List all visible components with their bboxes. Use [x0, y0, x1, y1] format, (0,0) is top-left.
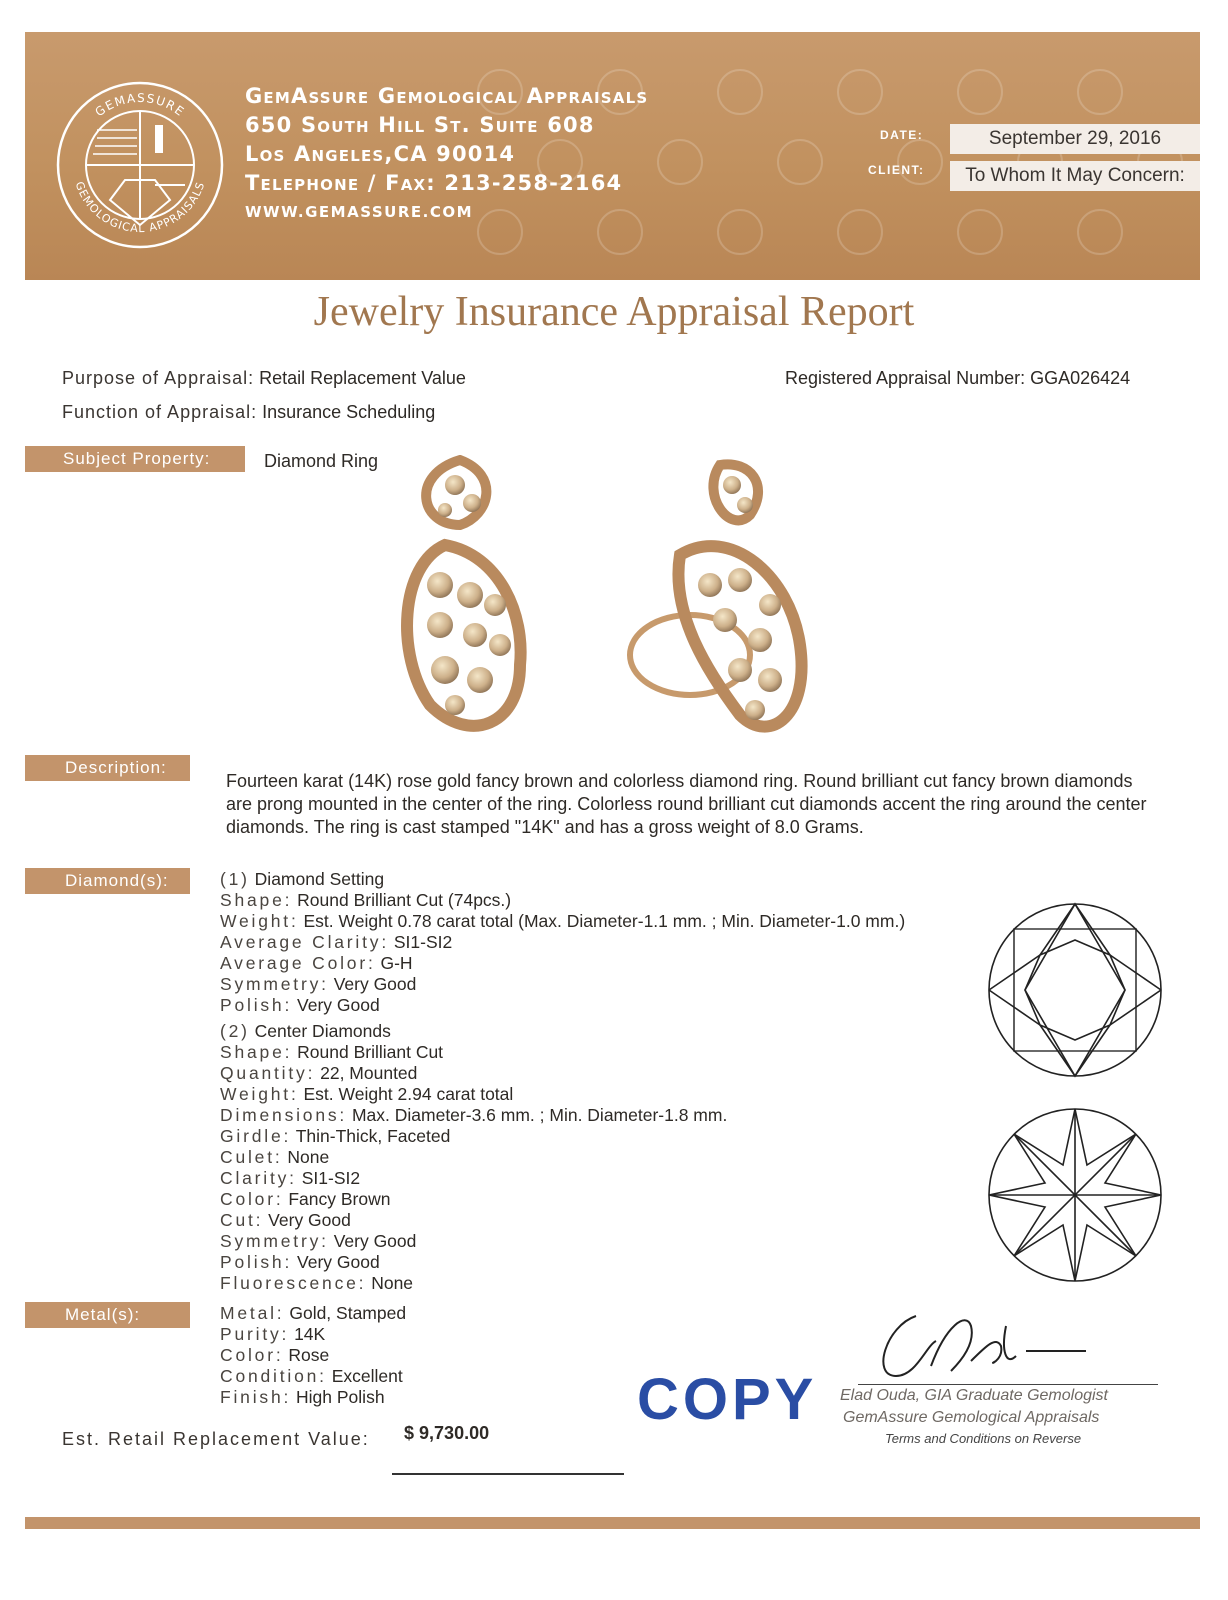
ring-right: [630, 464, 802, 726]
setting-shape-value: Round Brilliant Cut (74pcs.): [297, 890, 512, 910]
setting-clarity-value: SI1-SI2: [393, 932, 453, 952]
metal-type-value: Gold, Stamped: [289, 1303, 407, 1323]
metal-color-value: Rose: [288, 1345, 330, 1365]
date-value: September 29, 2016: [950, 124, 1200, 154]
center-symmetry-key: Symmetry:: [220, 1231, 329, 1251]
function-value: Insurance Scheduling: [262, 402, 436, 422]
function-label: Function of Appraisal:: [62, 402, 258, 422]
setting-color: [220, 953, 413, 974]
report-title: Jewelry Insurance Appraisal Report: [313, 289, 915, 335]
copy-stamp: COPY: [637, 1367, 818, 1432]
metal-purity-key: Purity:: [220, 1324, 290, 1344]
setting-clarity: [220, 932, 452, 953]
center-quantity: [220, 1063, 417, 1084]
metal-finish: [220, 1387, 385, 1408]
company-website: WWW.GEMASSURE.COM: [245, 203, 473, 221]
metal-type: [220, 1303, 406, 1324]
setting-polish-key: Polish:: [220, 995, 293, 1015]
setting-polish-value: Very Good: [297, 995, 380, 1015]
center-culet: [220, 1147, 329, 1168]
signer-company: GemAssure Gemological Appraisals: [843, 1409, 1100, 1426]
setting-heading-num: (1): [220, 869, 250, 889]
center-culet-key: Culet:: [220, 1147, 283, 1167]
setting-color-value: G-H: [380, 953, 413, 973]
setting-clarity-key: Average Clarity:: [220, 932, 389, 952]
center-clarity-value: SI1-SI2: [301, 1168, 361, 1188]
center-cut-key: Cut:: [220, 1210, 264, 1230]
metal-condition-key: Condition:: [220, 1366, 327, 1386]
center-weight: [220, 1084, 513, 1105]
gemassure-logo-seal: [55, 80, 225, 250]
setting-weight: [220, 911, 905, 932]
metal-purity: [220, 1324, 325, 1345]
value-amount: [404, 1423, 489, 1444]
company-name: GemAssure Gemological Appraisals: [245, 84, 649, 108]
description-tag: Description:: [25, 755, 190, 781]
setting-heading-text: Diamond Setting: [254, 869, 385, 889]
diamond-crown-diagram: [985, 900, 1165, 1080]
metals-tag: Metal(s):: [25, 1302, 190, 1328]
center-shape: [220, 1042, 443, 1063]
metal-color-key: Color:: [220, 1345, 284, 1365]
center-fluorescence: [220, 1273, 413, 1294]
footer-bar: [25, 1517, 1200, 1529]
value-amount-number: 9,730.00: [419, 1423, 490, 1443]
company-address-line1: 650 South Hill St. Suite 608: [245, 113, 595, 137]
setting-symmetry-value: Very Good: [333, 974, 417, 994]
center-dimensions-value: Max. Diameter-3.6 mm. ; Min. Diameter-1.8 mm.: [351, 1105, 728, 1125]
date-label: DATE:: [880, 128, 924, 142]
center-heading-text: Center Diamonds: [254, 1021, 391, 1041]
setting-shape: [220, 890, 511, 911]
center-clarity-key: Clarity:: [220, 1168, 297, 1188]
metal-condition: [220, 1366, 403, 1387]
center-shape-value: Round Brilliant Cut: [297, 1042, 444, 1062]
terms-note: Terms and Conditions on Reverse: [885, 1431, 1082, 1446]
center-heading: [220, 1021, 391, 1042]
center-cut: [220, 1210, 351, 1231]
center-girdle: [220, 1126, 450, 1147]
description-text: Fourteen karat (14K) rose gold fancy brown and colorless diamond ring. Round brilliant cut fancy brown diamonds are prong mounted in the center of the ring. Colorless round brilliant cut diamonds accent the ring around the center diamonds. The ring is cast stamped "14K" and has a gross weight of 8.0 Grams.: [226, 771, 1147, 837]
company-block: [245, 82, 648, 227]
setting-color-key: Average Color:: [220, 953, 376, 973]
center-clarity: [220, 1168, 360, 1189]
center-weight-value: Est. Weight 2.94 carat total: [303, 1084, 514, 1104]
company-phone: Telephone / Fax: 213-258-2164: [245, 171, 623, 195]
value-label-text: Est. Retail Replacement Value:: [62, 1429, 370, 1449]
setting-weight-key: Weight:: [220, 911, 299, 931]
signer-name: Elad Ouda, GIA Graduate Gemologist: [840, 1387, 1108, 1404]
center-color: [220, 1189, 390, 1210]
setting-symmetry: [220, 974, 416, 995]
center-culet-value: None: [287, 1147, 330, 1167]
center-symmetry: [220, 1231, 416, 1252]
metal-condition-value: Excellent: [331, 1366, 403, 1386]
svg-text:GEMASSURE: GEMASSURE: [92, 90, 188, 120]
setting-heading: [220, 869, 384, 890]
center-polish-key: Polish:: [220, 1252, 293, 1272]
signature-line: [858, 1384, 1158, 1385]
subject-property-tag: Subject Property:: [25, 446, 245, 472]
purpose-label: Purpose of Appraisal:: [62, 368, 255, 388]
metal-type-key: Metal:: [220, 1303, 285, 1323]
center-fluorescence-key: Fluorescence:: [220, 1273, 367, 1293]
company-address-line2: Los Angeles,CA 90014: [245, 142, 516, 166]
center-fluorescence-value: None: [371, 1273, 414, 1293]
metal-finish-value: High Polish: [296, 1387, 385, 1407]
subject-property-value: Diamond Ring: [264, 451, 379, 471]
ring-left: [407, 460, 521, 726]
center-quantity-value: 22, Mounted: [320, 1063, 418, 1083]
setting-symmetry-key: Symmetry:: [220, 974, 329, 994]
center-girdle-value: Thin-Thick, Faceted: [295, 1126, 451, 1146]
center-polish: [220, 1252, 380, 1273]
metal-finish-key: Finish:: [220, 1387, 292, 1407]
setting-weight-value: Est. Weight 0.78 carat total (Max. Diameter-1.1 mm. ; Min. Diameter-1.0 mm.): [303, 911, 906, 931]
diamonds-tag: Diamond(s):: [25, 868, 190, 894]
value-currency: $: [404, 1423, 415, 1443]
diamond-pavilion-diagram: [985, 1105, 1165, 1285]
metal-color: [220, 1345, 329, 1366]
registration-number: Registered Appraisal Number: GGA026424: [785, 368, 1131, 388]
center-color-value: Fancy Brown: [288, 1189, 391, 1209]
center-polish-value: Very Good: [297, 1252, 380, 1272]
center-dimensions: [220, 1105, 727, 1126]
center-heading-num: (2): [220, 1021, 250, 1041]
center-dimensions-key: Dimensions:: [220, 1105, 348, 1125]
client-label: CLIENT:: [868, 163, 925, 177]
center-shape-key: Shape:: [220, 1042, 293, 1062]
purpose-row: [62, 368, 466, 389]
svg-text:GEMOLOGICAL APPRAISALS: GEMOLOGICAL APPRAISALS: [72, 179, 208, 236]
setting-shape-key: Shape:: [220, 890, 293, 910]
setting-polish: [220, 995, 380, 1016]
center-color-key: Color:: [220, 1189, 284, 1209]
client-value: To Whom It May Concern:: [950, 161, 1200, 191]
value-underline: [392, 1473, 624, 1475]
center-weight-key: Weight:: [220, 1084, 299, 1104]
handwritten-signature: [876, 1306, 1086, 1386]
value-label: [62, 1429, 370, 1450]
ring-photo: [400, 455, 920, 755]
center-cut-value: Very Good: [268, 1210, 351, 1230]
center-quantity-key: Quantity:: [220, 1063, 316, 1083]
metal-purity-value: 14K: [294, 1324, 326, 1344]
purpose-value: Retail Replacement Value: [259, 368, 466, 388]
function-row: [62, 402, 435, 423]
center-symmetry-value: Very Good: [333, 1231, 417, 1251]
center-girdle-key: Girdle:: [220, 1126, 292, 1146]
